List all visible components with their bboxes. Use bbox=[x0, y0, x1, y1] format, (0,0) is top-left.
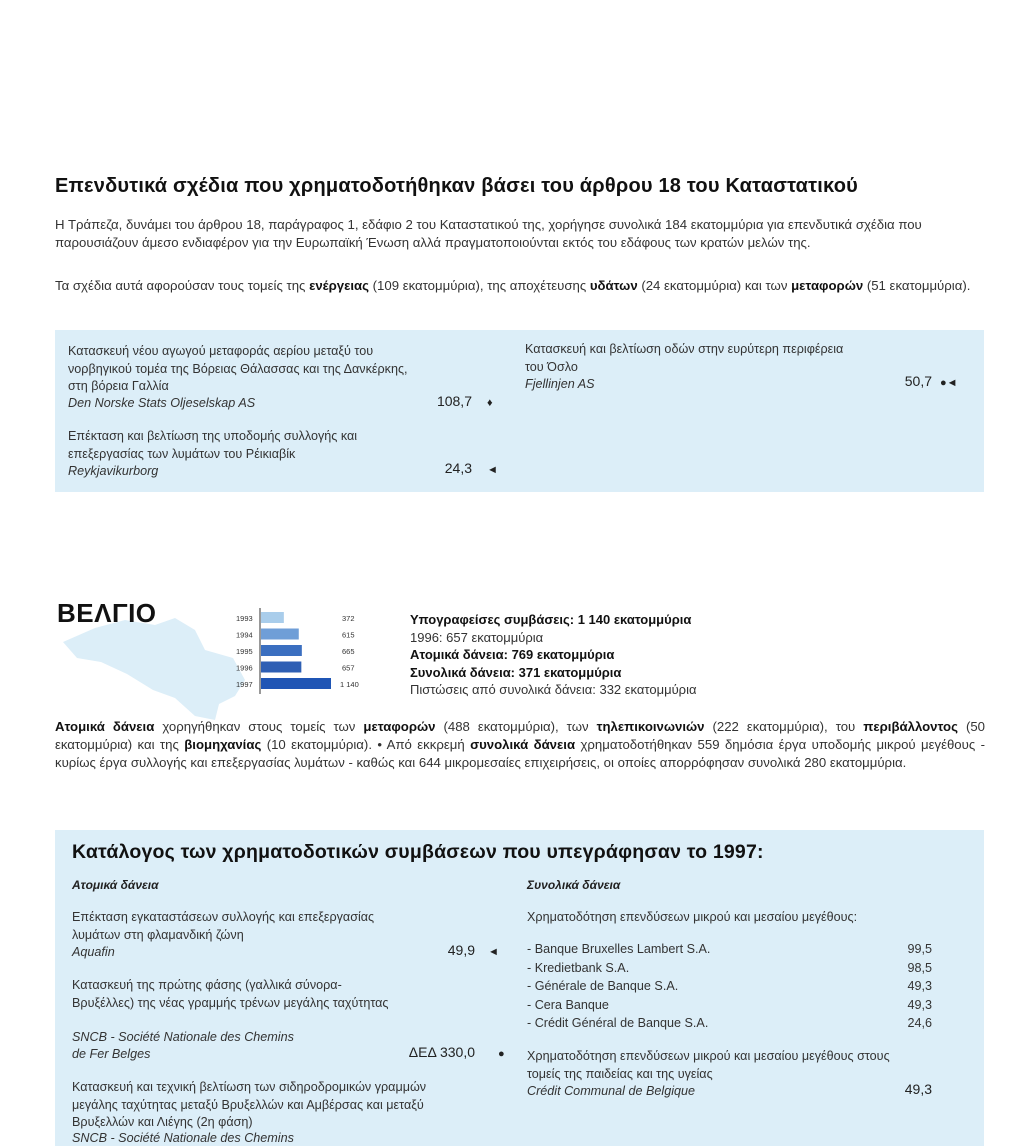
chart-value-label: 615 bbox=[342, 630, 355, 640]
contract-description: Κατασκευή και τεχνική βελτίωση των σιδηροδρομικών γραμμών μεγάλης ταχύτητας μεταξύ Βρυξελλών και Αμβέρσας και μεταξύ Βρυξελλών και Λιέγης (2η φάση) bbox=[72, 1080, 427, 1129]
contract-amount: 49,9 bbox=[447, 942, 475, 958]
chart-value-label: 1 140 bbox=[340, 680, 359, 689]
individual-loans: Ατομικά δάνεια: 769 εκατομμύρια bbox=[410, 647, 615, 662]
contracts-title: Κατάλογος των χρηματοδοτικών συμβάσεων που υπεγράφησαν το 1997: bbox=[72, 841, 764, 863]
chart-value-label: 665 bbox=[342, 647, 355, 656]
project-amount: 108,7 bbox=[436, 393, 472, 409]
intro-paragraph: Η Τράπεζα, δυνάμει του άρθρου 18, παράγραφος 1, εδάφιο 2 του Καταστατικού της, χορήγησε συνολικά 184 εκατομμύρια για επενδυτικά σχέδια που παρουσιάζουν άμεσο ενδιαφέρον για την Ευρωπαϊκή Ένωση αλλά πραγματοποιούνται εκτός του εδάφους των κρατών μελών της. bbox=[55, 217, 922, 250]
global-credits: Πιστώσεις από συνολικά δάνεια: 332 εκατομμύρια bbox=[410, 682, 697, 697]
individual-loans-heading: Ατομικά δάνεια bbox=[72, 878, 159, 892]
chart-bar bbox=[261, 662, 301, 673]
contract-company: SNCB - Société Nationale des Chemins bbox=[72, 1030, 294, 1044]
project-marker: ◄ bbox=[487, 464, 498, 476]
section-title: Επενδυτικά σχέδια που χρηματοδοτήθηκαν βάσει του άρθρου 18 του Καταστατικού bbox=[55, 175, 858, 197]
project-amount: 24,3 bbox=[444, 460, 472, 476]
global-loans: Συνολικά δάνεια: 371 εκατομμύρια bbox=[410, 664, 622, 680]
project-company: Den Norske Stats Oljeselskap AS bbox=[68, 396, 256, 410]
belgium-bar-chart bbox=[230, 606, 390, 698]
chart-bar bbox=[261, 678, 331, 689]
bank-row: - Crédit Général de Banque S.A. 24,6 bbox=[527, 1016, 932, 1030]
chart-bar bbox=[261, 645, 302, 656]
contract-company: SNCB - Société Nationale des Chemins bbox=[72, 1131, 294, 1145]
chart-year-label: 1995 bbox=[236, 647, 253, 656]
project-marker: ●◄ bbox=[940, 377, 958, 389]
contract-marker: ◄ bbox=[488, 946, 499, 958]
global-loans-heading: Συνολικά δάνεια bbox=[527, 878, 621, 892]
project-amount: 50,7 bbox=[904, 373, 932, 389]
chart-year-label: 1993 bbox=[236, 614, 253, 623]
project-company: Fjellinjen AS bbox=[525, 377, 595, 391]
chart-year-label: 1997 bbox=[236, 680, 253, 689]
project-company: Reykjavikurborg bbox=[68, 464, 159, 478]
bank-row: - Générale de Banque S.A. 49,3 bbox=[527, 979, 932, 993]
belgium-paragraph: Ατομικά δάνεια χορηγήθηκαν στους τομείς των μεταφορών (488 εκατομμύρια), των τηλεπικοινωνιών (222 εκατομμύρια), του περιβάλλοντος (50 εκατομμύρια) και της βιομηχανίας (10 εκατομμύρια). • Από εκκρεμή συνολικά δάνεια χρηματοδοτήθηκαν 559 δημόσια έργα υποδομής μικρού μεγέθους - κυρίως έργα συλλογής και επεξεργασίας λυμάτων - καθώς και 644 μικρομεσαίες επιχειρήσεις, οι οποίες απορρόφησαν συνολικά 280 εκατομμύρια. bbox=[55, 719, 986, 770]
sme-financing-title: Χρηματοδότηση επενδύσεων μικρού και μεσαίου μεγέθους: bbox=[527, 910, 858, 924]
contract-description: Κατασκευή της πρώτης φάσης (γαλλικά σύνορα-Βρυξέλλες) της νέας γραμμής τρένων μεγάλης ταχύτητας bbox=[72, 978, 389, 1010]
contract-marker: ● bbox=[498, 1048, 505, 1060]
bank-row: - Banque Bruxelles Lambert S.A. 99,5 bbox=[527, 942, 932, 956]
bank-row: - Kredietbank S.A. 98,5 bbox=[527, 960, 932, 975]
project-description: Κατασκευή νέου αγωγού μεταφοράς αερίου μεταξύ του νορβηγικού τομέα της Βόρειας Θάλασσας και της Δανκέρκης, στη βόρεια Γαλλία bbox=[68, 344, 408, 393]
country-title: ΒΕΛΓΙΟ bbox=[57, 598, 157, 628]
education-company: Crédit Communal de Belgique bbox=[527, 1084, 696, 1098]
belgium-stats bbox=[410, 611, 970, 699]
education-amount: 49,3 bbox=[904, 1081, 932, 1097]
project-description: Κατασκευή και βελτίωση οδών στην ευρύτερη περιφέρεια του Όσλο bbox=[525, 342, 844, 374]
chart-bar bbox=[261, 629, 299, 640]
chart-year-label: 1996 bbox=[236, 663, 253, 673]
contract-company: de Fer Belges bbox=[72, 1047, 151, 1061]
bank-list bbox=[527, 940, 932, 1033]
chart-value-label: 372 bbox=[342, 614, 355, 623]
contract-amount: ΔΕΔ 330,0 bbox=[408, 1044, 475, 1060]
chart-year-label: 1994 bbox=[236, 630, 253, 640]
chart-value-label: 657 bbox=[342, 663, 355, 673]
bank-row: - Cera Banque 49,3 bbox=[527, 997, 932, 1012]
sectors-paragraph: Τα σχέδια αυτά αφορούσαν τους τομείς της ενέργειας (109 εκατομμύρια), της αποχέτευσης υδάτων (24 εκατομμύρια) και των μεταφορών (51 εκατομμύρια). bbox=[55, 278, 971, 293]
contract-description: Επέκταση εγκαταστάσεων συλλογής και επεξεργασίας λυμάτων στη φλαμανδική ζώνη bbox=[72, 910, 375, 942]
project-description: Επέκταση και βελτίωση της υποδομής συλλογής και επεξεργασίας των λυμάτων του Ρέικιαβίκ bbox=[68, 429, 358, 461]
signed-contracts: Υπογραφείσες συμβάσεις: 1 140 εκατομμύρια bbox=[410, 612, 692, 627]
contract-company: Aquafin bbox=[72, 945, 115, 959]
project-marker: ♦ bbox=[487, 397, 493, 409]
year-1996: 1996: 657 εκατομμύρια bbox=[410, 629, 544, 645]
education-financing-title: Χρηματοδότηση επενδύσεων μικρού και μεσαίου μεγέθους στους τομείς της παιδείας και της υγείας bbox=[527, 1049, 890, 1081]
chart-bar bbox=[261, 612, 284, 623]
